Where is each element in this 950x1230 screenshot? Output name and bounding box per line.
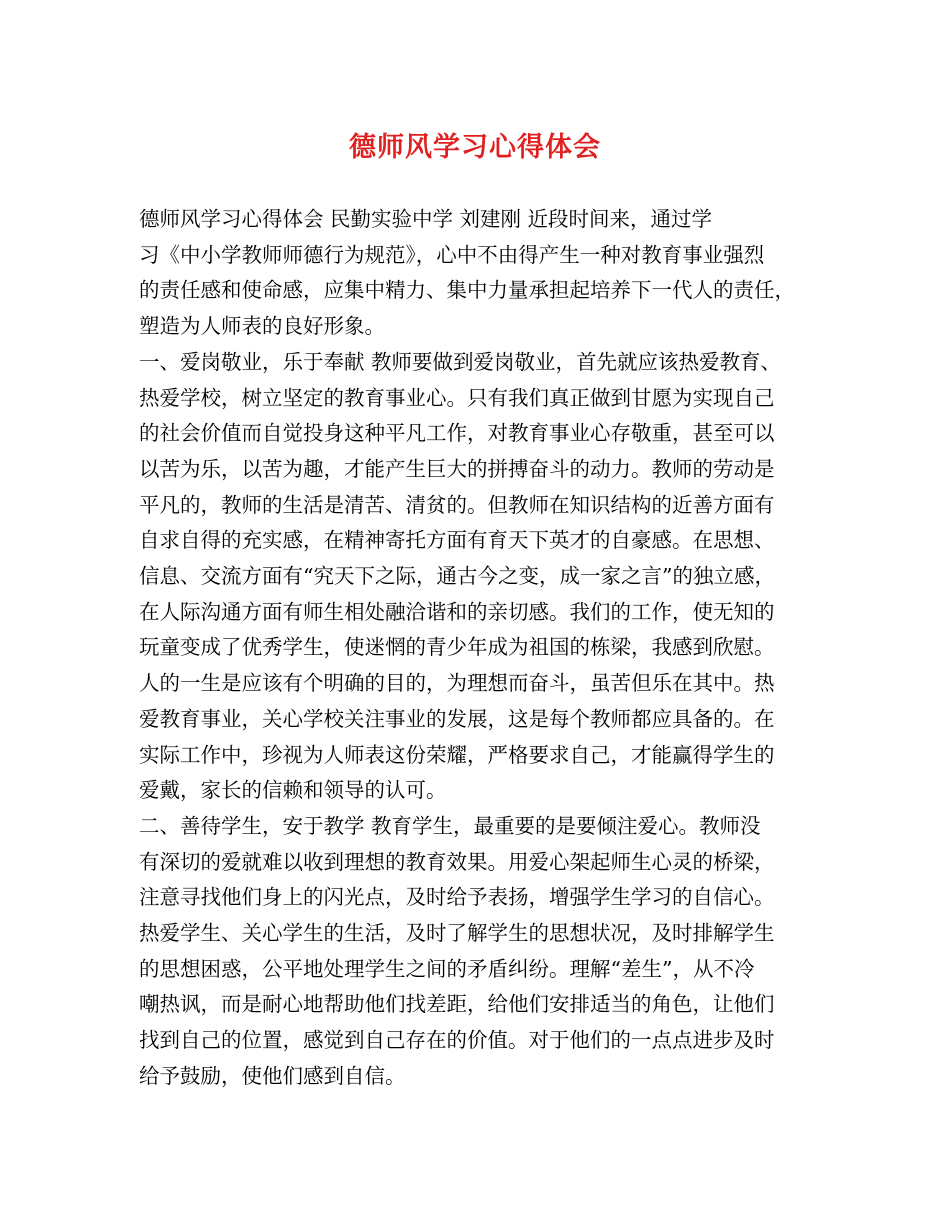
body-line: 二、善待学生，安于教学 教育学生，最重要的是要倾注爱心。教师没 <box>139 813 761 838</box>
body-line: 以苦为乐，以苦为趣，才能产生巨大的拼搏奋斗的动力。教师的劳动是 <box>139 456 775 481</box>
body-line: 嘲热讽，而是耐心地帮助他们找差距，给他们安排适当的角色，让他们 <box>139 992 775 1017</box>
body-line: 习《中小学教师师德行为规范》，心中不由得产生一种对教育事业强烈 <box>139 242 765 267</box>
body-line: 的思想困惑，公平地处理学生之间的矛盾纠纷。理解“差生”，从不冷 <box>139 956 755 981</box>
body-line: 的社会价值而自觉投身这种平凡工作，对教育事业心存敬重，甚至可以 <box>139 421 775 446</box>
body-line: 德师风学习心得体会 民勤实验中学 刘建刚 近段时间来，通过学 <box>139 207 713 231</box>
body-line: 塑造为人师表的良好形象。 <box>139 314 385 339</box>
body-line: 的责任感和使命感，应集中精力、集中力量承担起培养下一代人的责任， <box>139 278 795 303</box>
body-line: 找到自己的位置，感觉到自己存在的价值。对于他们的一点点进步及时 <box>139 1028 775 1053</box>
body-line: 实际工作中，珍视为人师表这份荣耀，严格要求自己，才能赢得学生的 <box>139 742 775 767</box>
body-line: 信息、交流方面有“究天下之际，通古今之变，成一家之言”的独立感， <box>139 564 775 589</box>
body-line: 自求自得的充实感，在精神寄托方面有育天下英才的自豪感。在思想、 <box>139 528 775 553</box>
body-line: 平凡的，教师的生活是清苦、清贫的。但教师在知识结构的近善方面有 <box>139 492 775 517</box>
body-line: 爱戴，家长的信赖和领导的认可。 <box>139 778 447 803</box>
body-line: 人的一生是应该有个明确的目的，为理想而奋斗，虽苦但乐在其中。热 <box>139 671 775 696</box>
body-line: 热爱学校，树立坚定的教育事业心。只有我们真正做到甘愿为实现自己 <box>139 385 775 410</box>
body-line: 有深切的爱就难以收到理想的教育效果。用爱心架起师生心灵的桥梁， <box>139 849 775 874</box>
body-line: 在人际沟通方面有师生相处融洽谐和的亲切感。我们的工作，使无知的 <box>139 599 775 624</box>
body-line: 注意寻找他们身上的闪光点，及时给予表扬，增强学生学习的自信心。 <box>139 885 775 910</box>
document-title: 德师风学习心得体会 <box>349 132 601 163</box>
body-line: 一、爱岗敬业，乐于奉献 教师要做到爱岗敬业，首先就应该热爱教育、 <box>139 349 782 374</box>
body-line: 爱教育事业，关心学校关注事业的发展，这是每个教师都应具备的。在 <box>139 706 775 731</box>
body-line: 给予鼓励，使他们感到自信。 <box>139 1063 406 1088</box>
body-line: 玩童变成了优秀学生，使迷惘的青少年成为祖国的栋梁，我感到欣慰。 <box>139 635 775 660</box>
document-body <box>139 202 819 1095</box>
body-line: 热爱学生、关心学生的生活，及时了解学生的思想状况，及时排解学生 <box>139 921 775 946</box>
